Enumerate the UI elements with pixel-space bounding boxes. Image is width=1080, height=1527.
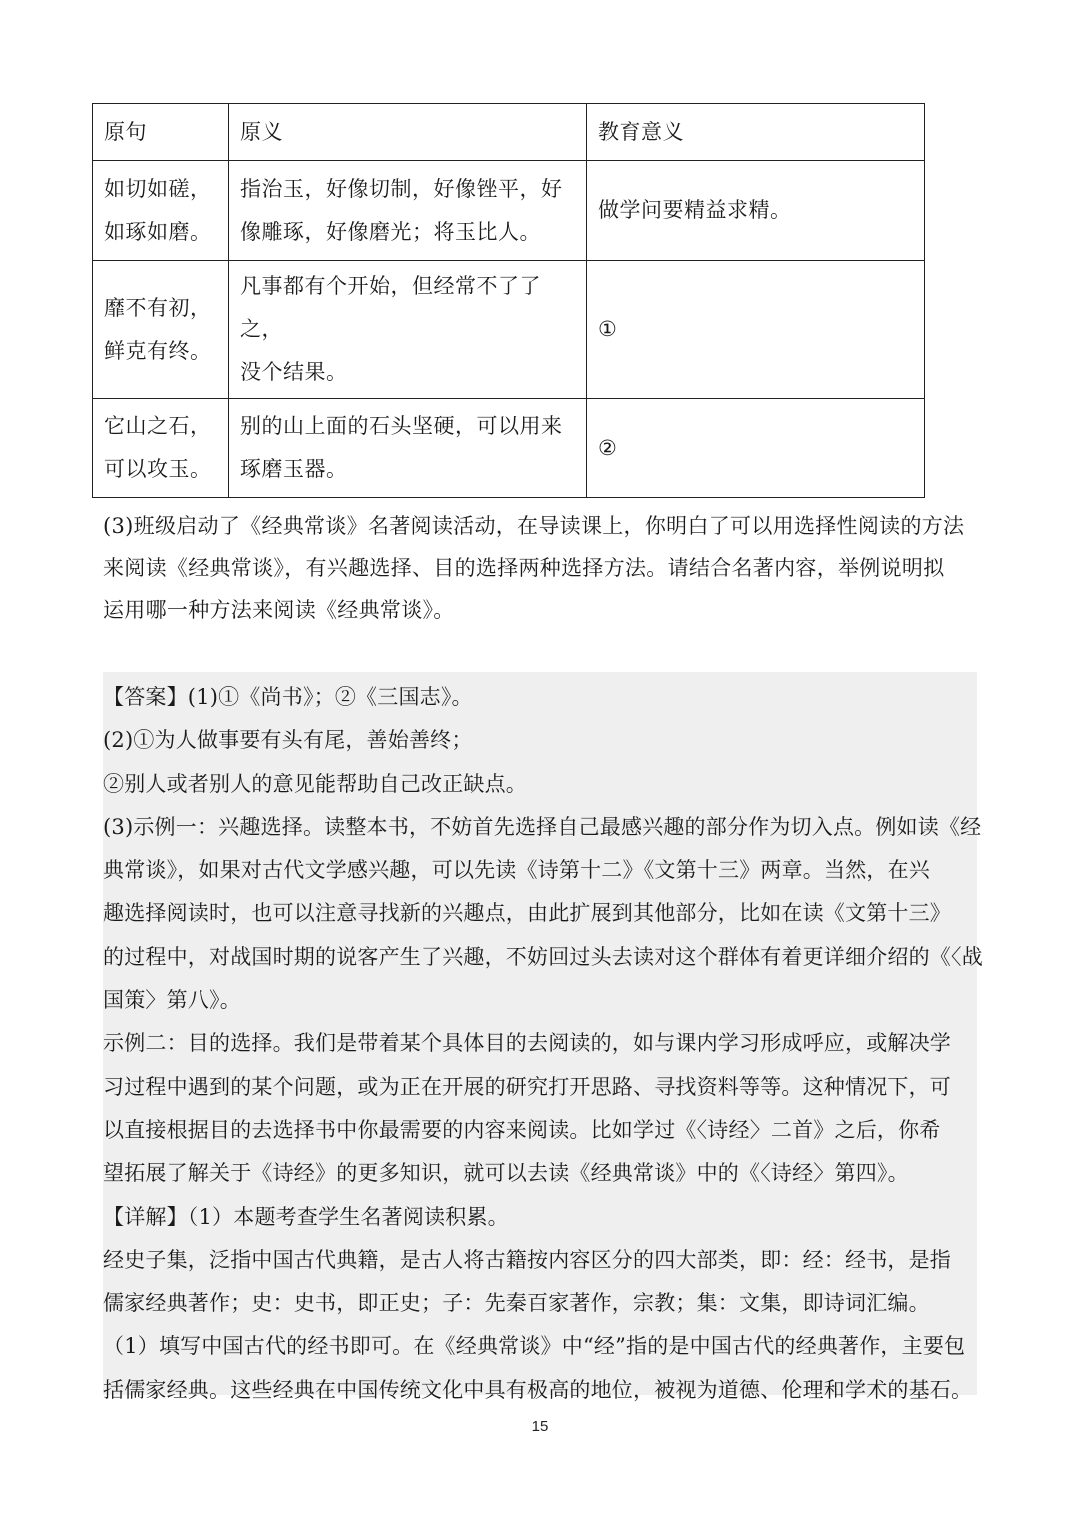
lesson-cell: 做学问要精益求精。: [587, 161, 925, 261]
sentence-line: 如切如磋，: [104, 176, 212, 201]
header-meaning: 原义: [229, 104, 587, 161]
sentence-cell: [93, 161, 229, 261]
sentence-line: 鲜克有终。: [104, 338, 212, 363]
table-row: [93, 399, 925, 498]
meaning-line: 别的山上面的石头坚硬，可以用来: [240, 414, 563, 438]
answer-line: 经史子集，泛指中国古代典籍，是古人将古籍按内容区分的四大部类，即：经：经书，是指: [103, 1247, 951, 1272]
header-lesson: 教育意义: [587, 104, 925, 161]
question-3-text: [103, 505, 983, 631]
answer-line: 的过程中，对战国时期的说客产生了兴趣，不妨回过头去读对这个群体有着更详细介绍的《〈战: [103, 944, 983, 969]
meaning-cell: [229, 261, 587, 399]
answer-line: 国策〉第八》。: [103, 988, 241, 1013]
answer-line: 儒家经典著作；史：史书，即正史；子：先秦百家著作，宗教；集：文集，即诗词汇编。: [103, 1291, 930, 1316]
answer-line: (2)①为人做事要有头有尾，善始善终；: [103, 728, 473, 753]
sentence-line: 它山之石，: [104, 414, 212, 438]
answer-line: 括儒家经典。这些经典在中国传统文化中具有极高的地位，被视为道德、伦理和学术的基石。: [103, 1377, 973, 1402]
answer-line: 示例二：目的选择。我们是带着某个具体目的去阅读的，如与课内学习形成呼应，或解决学: [103, 1031, 951, 1056]
meaning-line: 凡事都有个开始，但经常不了了之，: [240, 274, 541, 341]
meaning-line: 指治玉，好像切制，好像锉平，好: [240, 176, 563, 201]
table-row: [93, 261, 925, 399]
question-line: 运用哪一种方法来阅读《经典常谈》。: [103, 598, 455, 622]
meaning-cell: [229, 161, 587, 261]
answer-line: 习过程中遇到的某个问题，或为正在开展的研究打开思路、寻找资料等等。这种情况下，可: [103, 1074, 951, 1099]
table-row: [93, 161, 925, 261]
meaning-line: 没个结果。: [240, 360, 348, 384]
question-line: (3)班级启动了《经典常谈》名著阅读活动，在导读课上，你明白了可以用选择性阅读的方法: [103, 514, 965, 538]
meaning-cell: [229, 399, 587, 498]
sentence-line: 可以攻玉。: [104, 457, 212, 481]
answer-line: 典常谈》，如果对古代文学感兴趣，可以先读《诗第十二》《文第十三》两章。当然，在兴: [103, 858, 930, 883]
answer-line: (3)示例一：兴趣选择。读整本书，不妨首先选择自己最感兴趣的部分作为切入点。例如读《经: [103, 814, 982, 839]
answer-line: 趣选择阅读时，也可以注意寻找新的兴趣点，由此扩展到其他部分，比如在读《文第十三》: [103, 901, 951, 926]
answer-section: [103, 676, 983, 1412]
answer-line: 【详解】（1）本题考查学生名著阅读积累。: [103, 1204, 509, 1229]
question-line: 来阅读《经典常谈》，有兴趣选择、目的选择两种选择方法。请结合名著内容，举例说明拟: [103, 556, 945, 580]
answer-line: 【答案】(1)①《尚书》；②《三国志》。: [103, 685, 473, 709]
sentence-cell: [93, 399, 229, 498]
meaning-line: 像雕琢，好像磨光；将玉比人。: [240, 219, 541, 244]
sentence-cell: [93, 261, 229, 399]
blank-marker-1: ①: [587, 261, 925, 399]
page-number: 15: [531, 1418, 549, 1435]
answer-line: ②别人或者别人的意见能帮助自己改正缺点。: [103, 771, 527, 796]
table-header-row: [93, 104, 925, 161]
answer-line: 以直接根据目的去选择书中你最需要的内容来阅读。比如学过《〈诗经〉二首》之后，你希: [103, 1117, 941, 1142]
answer-line: （1）填写中国古代的经书即可。在《经典常谈》中“经”指的是中国古代的经典著作，主要包: [103, 1334, 966, 1359]
meaning-line: 琢磨玉器。: [240, 457, 348, 481]
sentence-line: 靡不有初，: [104, 295, 212, 320]
blank-marker-2: ②: [587, 399, 925, 498]
header-sentence: 原句: [93, 104, 229, 161]
answer-line: 望拓展了解关于《诗经》的更多知识，就可以去读《经典常谈》中的《〈诗经〉第四》。: [103, 1161, 909, 1186]
sentence-line: 如琢如磨。: [104, 219, 212, 244]
idiom-table: [92, 103, 925, 498]
